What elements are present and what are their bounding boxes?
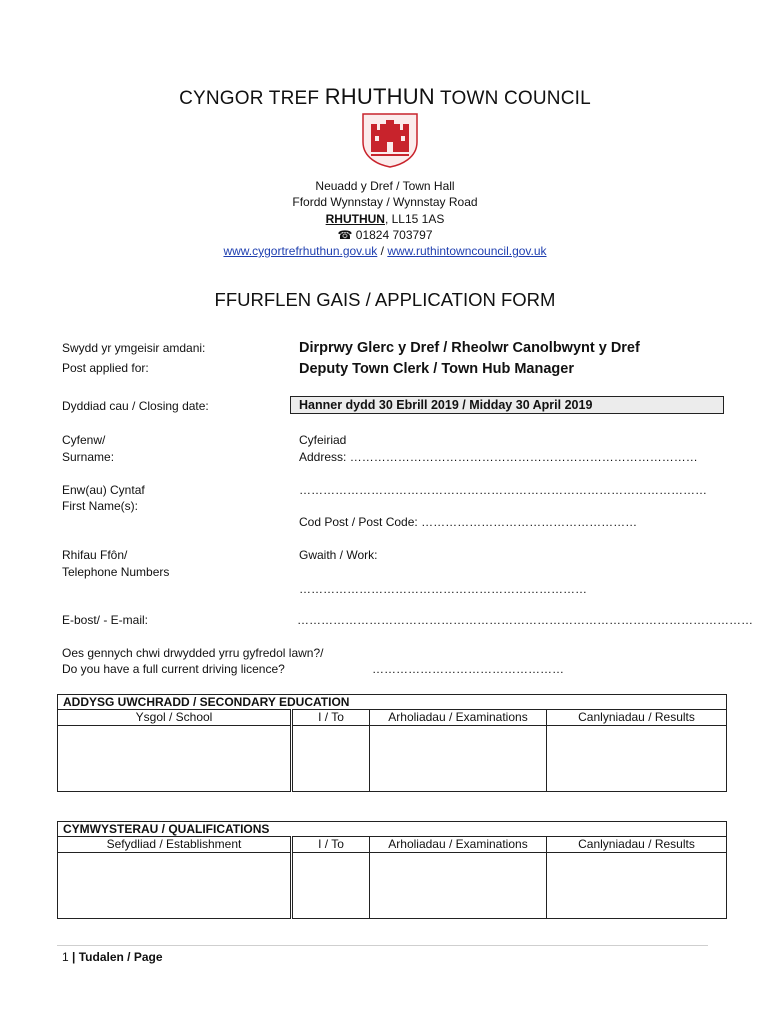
page-number: 1 — [62, 950, 69, 964]
surname-label-welsh: Cyfenw/ — [62, 433, 106, 447]
licence-question-english: Do you have a full current driving licence? — [62, 662, 285, 676]
website-welsh-link[interactable]: www.cygortrefrhuthun.gov.uk — [223, 244, 378, 258]
address-field[interactable]: Address: …………………………………………………………………………… — [299, 450, 698, 464]
title-suffix: TOWN COUNCIL — [440, 88, 591, 109]
title-prefix: CYNGOR TREF — [179, 88, 320, 109]
column-header: I / To — [292, 710, 370, 726]
page-label: Tudalen / Page — [78, 950, 163, 964]
results-cell[interactable] — [547, 853, 727, 919]
website-line — [0, 244, 770, 258]
postcode-field[interactable]: Cod Post / Post Code: ……………………………………………… — [299, 515, 638, 529]
secondary-education-heading: ADDYSG UWCHRADD / SECONDARY EDUCATION — [58, 695, 727, 710]
establishment-cell[interactable] — [58, 853, 292, 919]
work-phone-label: Gwaith / Work: — [299, 548, 378, 562]
phone-label-welsh: Rhifau Ffôn/ — [62, 548, 128, 562]
school-cell[interactable] — [58, 726, 292, 792]
council-title — [0, 84, 770, 110]
column-header: Ysgol / School — [58, 710, 292, 726]
title-main: RHUTHUN — [324, 84, 435, 109]
footer-divider — [57, 945, 708, 946]
phone-label-english: Telephone Numbers — [62, 565, 170, 579]
address-label-welsh: Cyfeiriad — [299, 433, 347, 447]
column-header: Canlyniadau / Results — [547, 710, 727, 726]
column-header: Arholiadau / Examinations — [370, 837, 547, 853]
firstname-label-english: First Name(s): — [62, 499, 138, 513]
secondary-education-table — [57, 694, 727, 792]
email-field[interactable]: …………………………………………………………………………………………………… — [297, 613, 753, 627]
post-label-welsh: Swydd yr ymgeisir amdani: — [62, 341, 206, 355]
licence-question-welsh: Oes gennych chwi drwydded yrru gyfredol lawn?/ — [62, 646, 324, 660]
website-english-link[interactable]: www.ruthintowncouncil.gov.uk — [387, 244, 547, 258]
surname-label-english: Surname: — [62, 450, 115, 464]
email-label: E-bost/ - E-mail: — [62, 613, 149, 627]
phone-number: 01824 703797 — [355, 228, 433, 242]
website-separator: / — [380, 244, 384, 258]
column-header: Canlyniadau / Results — [547, 837, 727, 853]
town-name: RHUTHUN — [325, 212, 385, 226]
postcode: , LL15 1AS — [384, 212, 445, 226]
qualifications-heading: CYMWYSTERAU / QUALIFICATIONS — [58, 822, 727, 837]
table-row — [58, 853, 727, 919]
licence-answer-field[interactable]: ………………………………………… — [372, 662, 564, 676]
examinations-cell[interactable] — [370, 726, 547, 792]
form-title: FFURFLEN GAIS / APPLICATION FORM — [214, 289, 556, 310]
results-cell[interactable] — [547, 726, 727, 792]
phone-line — [0, 228, 770, 242]
post-value-welsh: Dirprwy Glerc y Dref / Rheolwr Canolbwynt y Dref — [299, 340, 640, 356]
address-line-1: Neuadd y Dref / Town Hall — [315, 179, 455, 193]
address-town-line — [0, 212, 770, 226]
closing-date-label: Dyddiad cau / Closing date: — [62, 399, 209, 413]
post-value-english: Deputy Town Clerk / Town Hub Manager — [299, 361, 574, 377]
column-header: Sefydliad / Establishment — [58, 837, 292, 853]
firstname-label-welsh: Enw(au) Cyntaf — [62, 483, 145, 497]
post-label-english: Post applied for: — [62, 361, 149, 375]
qualifications-table — [57, 821, 727, 919]
column-header: Arholiadau / Examinations — [370, 710, 547, 726]
footer-separator: | — [72, 950, 76, 964]
column-header: I / To — [292, 837, 370, 853]
work-phone-field[interactable]: ……………………………………………………………… — [299, 582, 587, 596]
table-header-row — [58, 710, 727, 726]
to-cell[interactable] — [292, 853, 370, 919]
table-header-row — [58, 837, 727, 853]
table-row — [58, 726, 727, 792]
council-crest-logo — [361, 112, 419, 168]
telephone-icon: ☎ — [337, 228, 353, 242]
to-cell[interactable] — [292, 726, 370, 792]
page-footer — [62, 950, 163, 964]
closing-date-box: Hanner dydd 30 Ebrill 2019 / Midday 30 April 2019 — [290, 396, 724, 414]
examinations-cell[interactable] — [370, 853, 547, 919]
address-line-2: Ffordd Wynnstay / Wynnstay Road — [292, 195, 478, 209]
address-line-2-field[interactable]: ………………………………………………………………………………………… — [299, 483, 707, 497]
